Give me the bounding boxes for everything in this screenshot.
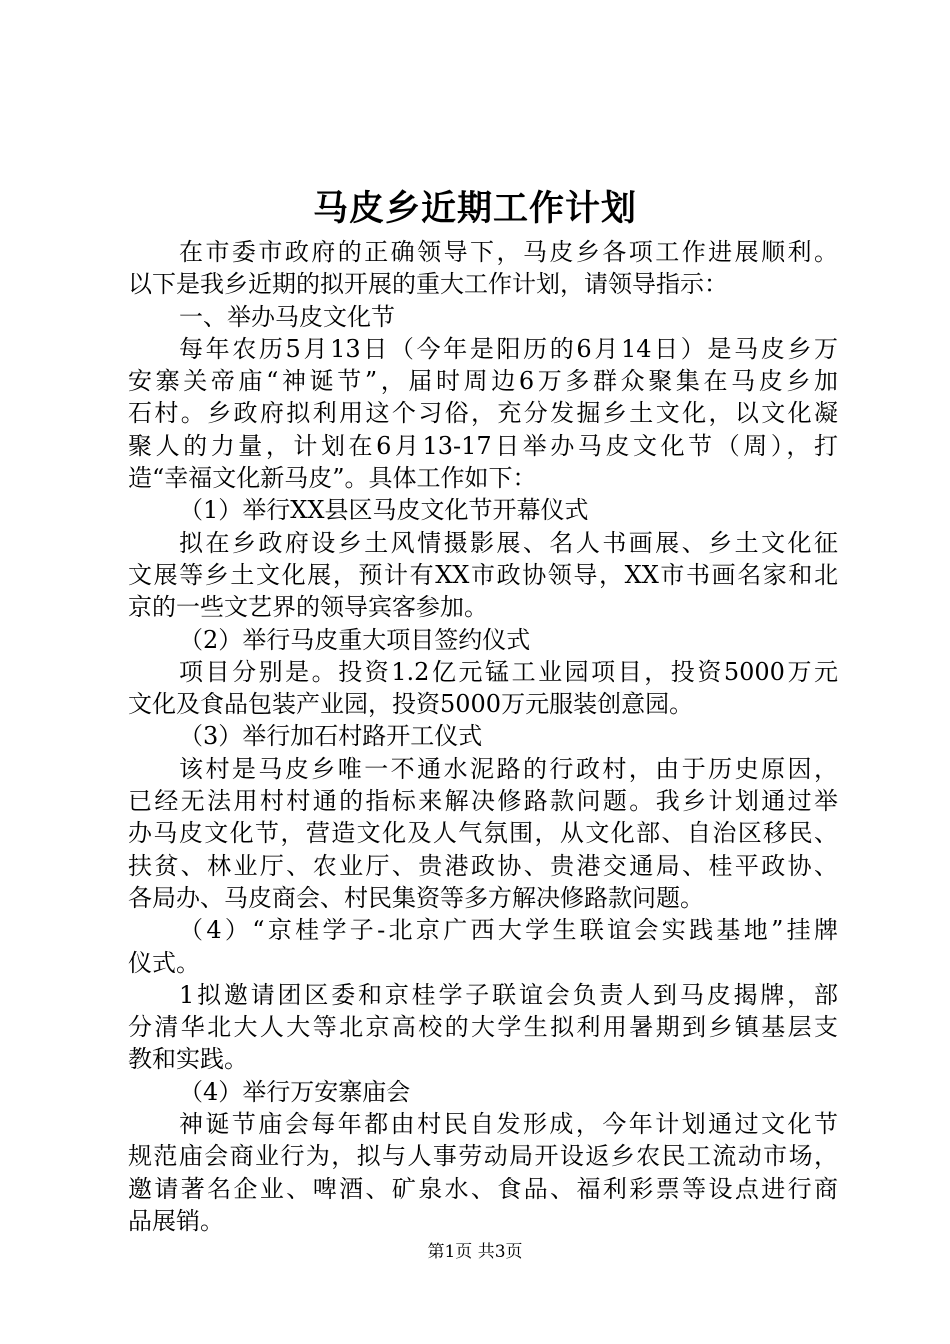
- body-line: 仪式。: [128, 948, 200, 977]
- body-line: （4）举行万安寨庙会: [179, 1077, 411, 1106]
- body-line: 规范庙会商业行为，拟与人事劳动局开设返乡农民工流动市场，: [128, 1142, 838, 1171]
- body-line: 文展等乡土文化展，预计有XX市政协领导，XX市书画名家和北: [128, 560, 838, 589]
- body-line: 分清华北大人大等北京高校的大学生拟利用暑期到乡镇基层支: [128, 1013, 838, 1042]
- body-line: 安寨关帝庙“神诞节”，届时周边6万多群众聚集在马皮乡加: [128, 367, 838, 396]
- body-line: 一、举办马皮文化节: [179, 302, 395, 331]
- body-line: 京的一些文艺界的领导宾客参加。: [128, 593, 488, 622]
- body-line: 项目分别是。投资1.2亿元锰工业园项目，投资5000万元: [179, 657, 838, 686]
- body-line: 教和实践。: [128, 1045, 248, 1074]
- body-line: 品展销。: [128, 1206, 224, 1235]
- body-line: （3）举行加石村路开工仪式: [179, 722, 483, 751]
- body-line: 办马皮文化节，营造文化及人气氛围，从文化部、自治区移民、: [128, 819, 838, 848]
- body-line: 神诞节庙会每年都由村民自发形成，今年计划通过文化节: [179, 1110, 838, 1139]
- body-line: 石村。乡政府拟利用这个习俗，充分发掘乡土文化，以文化凝: [128, 399, 838, 428]
- body-line: 造“幸福文化新马皮”。具体工作如下：: [128, 464, 537, 493]
- body-line: 文化及食品包装产业园，投资5000万元服装创意园。: [128, 690, 694, 719]
- document-title: 马皮乡近期工作计划: [312, 188, 637, 229]
- body-line: （4）“京桂学子-北京广西大学生联谊会实践基地”挂牌: [179, 916, 838, 945]
- page-footer: 第1页 共3页: [427, 1242, 523, 1262]
- body-line: 拟在乡政府设乡土风情摄影展、名人书画展、乡土文化征: [179, 528, 838, 557]
- body-line: 每年农历5月13日（今年是阳历的6月14日）是马皮乡万: [179, 334, 838, 363]
- body-line: 已经无法用村村通的指标来解决修路款问题。我乡计划通过举: [128, 787, 838, 816]
- body-line: 在市委市政府的正确领导下，马皮乡各项工作进展顺利。: [179, 238, 838, 266]
- body-line: 聚人的力量，计划在6月13-17日举办马皮文化节（周），打: [128, 431, 838, 460]
- document-body: [128, 236, 838, 1237]
- body-line: 各局办、马皮商会、村民集资等多方解决修路款问题。: [128, 883, 704, 912]
- body-line: （2）举行马皮重大项目签约仪式: [179, 625, 531, 654]
- body-line: 1拟邀请团区委和京桂学子联谊会负责人到马皮揭牌，部: [179, 980, 838, 1009]
- body-line: 该村是马皮乡唯一不通水泥路的行政村，由于历史原因，: [179, 754, 838, 783]
- body-line: （1）举行XX县区马皮文化节开幕仪式: [179, 496, 589, 525]
- body-line: 以下是我乡近期的拟开展的重大工作计划，请领导指示：: [128, 270, 728, 299]
- body-line: 邀请著名企业、啤酒、矿泉水、食品、福利彩票等设点进行商: [128, 1174, 838, 1203]
- body-line: 扶贫、林业厅、农业厅、贵港政协、贵港交通局、桂平政协、: [128, 851, 838, 880]
